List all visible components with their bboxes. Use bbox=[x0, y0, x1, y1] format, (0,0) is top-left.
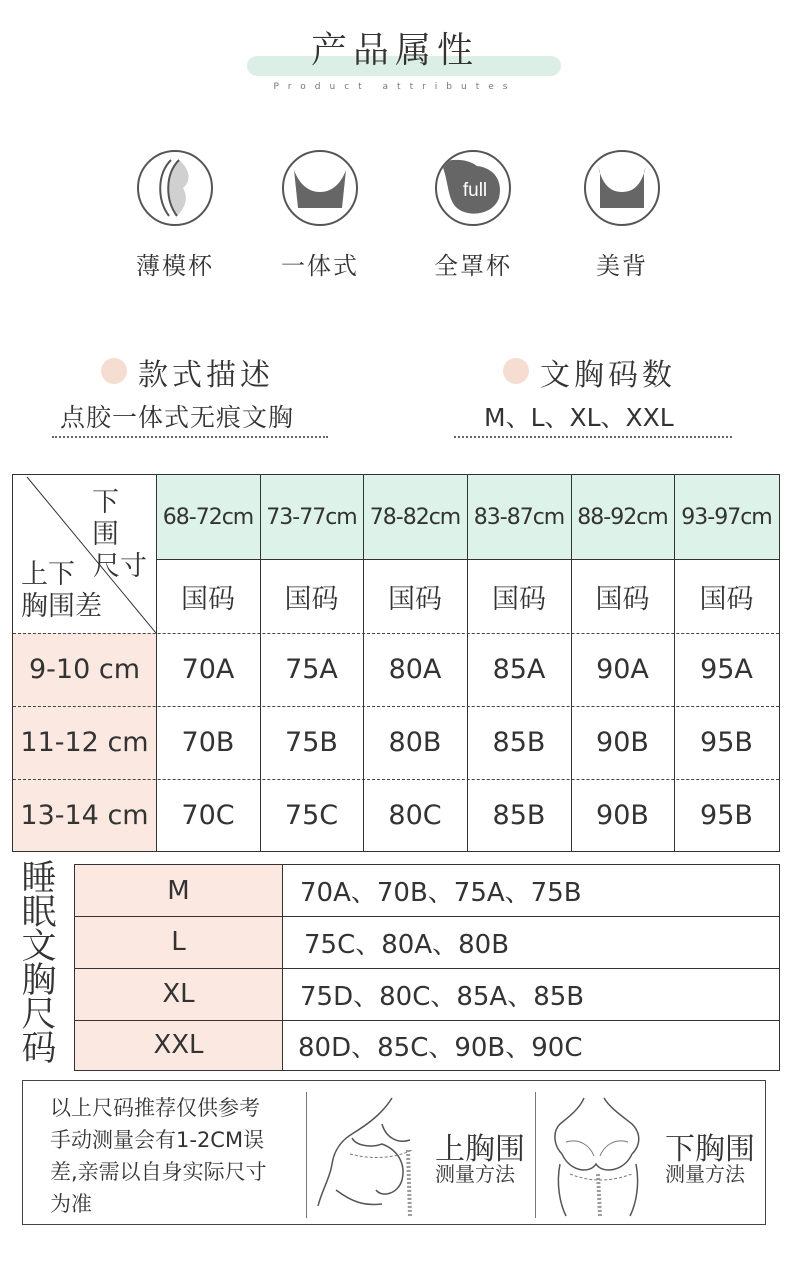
grid-line bbox=[260, 475, 261, 851]
chest-diff-label: 11-12 cm bbox=[13, 706, 156, 779]
size-cell: 80A bbox=[388, 654, 442, 685]
sleep-size-label: XXL bbox=[75, 1020, 282, 1070]
size-cell: 85B bbox=[492, 727, 546, 758]
size-cell: 95A bbox=[700, 654, 753, 685]
full-cup-icon bbox=[435, 150, 511, 226]
upper-bust-title: 上胸围 bbox=[435, 1132, 525, 1167]
side-title-char: 尺 bbox=[21, 995, 57, 1035]
size-note bbox=[50, 1092, 300, 1220]
style-section-value: 点胶一体式无痕文胸 bbox=[60, 403, 295, 432]
underbust-header: 83-87cm bbox=[467, 475, 571, 559]
size-cell: 95B bbox=[700, 727, 753, 758]
grid-line bbox=[467, 475, 468, 851]
side-title-char: 胸 bbox=[21, 961, 57, 1001]
corner-top-line2: 尺寸 bbox=[93, 551, 147, 582]
size-cell: 85B bbox=[492, 799, 546, 831]
sleep-size-fits: 75C、80A、80B bbox=[304, 929, 510, 960]
style-section-title: 款式描述 bbox=[138, 358, 274, 393]
sleep-size-label: XL bbox=[75, 968, 282, 1020]
grid-line bbox=[13, 706, 779, 707]
grid-line bbox=[156, 559, 779, 560]
side-title-char: 睡 bbox=[21, 859, 57, 899]
feature-thin-cup bbox=[100, 150, 250, 281]
grid-line bbox=[571, 475, 572, 851]
feature-label: 全罩杯 bbox=[434, 252, 512, 280]
side-title-char: 码 bbox=[21, 1029, 57, 1069]
size-cell: 75A bbox=[285, 654, 338, 685]
side-title-char: 文 bbox=[21, 927, 57, 967]
note-line: 以上尺码推荐仅供参考 bbox=[50, 1096, 260, 1120]
page-title: 产品属性 bbox=[310, 30, 479, 71]
grid-line bbox=[363, 475, 364, 851]
lower-bust-subtitle: 测量方法 bbox=[665, 1162, 745, 1186]
divider bbox=[535, 1092, 536, 1218]
feature-full-cup bbox=[398, 150, 548, 281]
size-cell: 90B bbox=[596, 727, 649, 758]
grid-line bbox=[13, 633, 779, 634]
note-line: 差,亲需以自身实际尺寸 bbox=[50, 1160, 267, 1184]
thin-cup-icon bbox=[137, 150, 213, 226]
sleep-size-table bbox=[74, 864, 780, 1071]
corner-bottom-line2: 胸围差 bbox=[21, 591, 102, 622]
grid-line bbox=[156, 475, 157, 851]
underbust-header: 88-92cm bbox=[571, 475, 674, 559]
divider bbox=[306, 1092, 307, 1218]
chest-diff-label: 9-10 cm bbox=[13, 633, 156, 706]
note-line: 为准 bbox=[50, 1192, 92, 1216]
feature-label: 美背 bbox=[596, 252, 648, 280]
code-label: 国码 bbox=[492, 583, 546, 615]
size-cell: 80B bbox=[388, 727, 442, 758]
grid-line bbox=[75, 968, 779, 969]
upper-bust-subtitle: 测量方法 bbox=[435, 1162, 515, 1186]
size-table bbox=[12, 474, 780, 852]
feature-beautiful-back bbox=[547, 150, 697, 281]
grid-line bbox=[13, 779, 779, 780]
corner-bottom-line1: 上下 bbox=[21, 559, 75, 590]
sleep-size-label: M bbox=[75, 865, 282, 916]
sleep-size-fits: 70A、70B、75A、75B bbox=[300, 878, 582, 908]
lower-bust-figure-icon bbox=[540, 1094, 654, 1218]
code-label: 国码 bbox=[595, 583, 650, 615]
bullet-dot bbox=[101, 358, 127, 384]
size-section-value: M、L、XL、XXL bbox=[484, 403, 674, 432]
size-cell: 95B bbox=[700, 799, 753, 831]
one-piece-bra-icon bbox=[282, 150, 358, 226]
size-cell: 70C bbox=[181, 799, 235, 831]
divider bbox=[454, 436, 732, 438]
size-cell: 70A bbox=[181, 654, 235, 685]
grid-line bbox=[75, 1020, 779, 1021]
grid-line bbox=[75, 916, 779, 917]
size-section-title: 文胸码数 bbox=[540, 358, 676, 393]
code-label: 国码 bbox=[181, 583, 235, 615]
upper-bust-figure-icon bbox=[312, 1094, 422, 1218]
underbust-header: 93-97cm bbox=[674, 475, 779, 559]
bullet-dot bbox=[503, 358, 529, 384]
size-cell: 70B bbox=[181, 727, 235, 758]
lower-bust-title: 下胸围 bbox=[665, 1132, 755, 1167]
underbust-header: 68-72cm bbox=[156, 475, 260, 559]
code-label: 国码 bbox=[388, 583, 442, 615]
sleep-size-fits: 80D、85C、90B、90C bbox=[298, 1032, 583, 1063]
underbust-header: 73-77cm bbox=[260, 475, 363, 559]
grid-line bbox=[674, 475, 675, 851]
page-subtitle: Product attributes bbox=[273, 82, 517, 92]
size-cell: 75C bbox=[284, 799, 339, 831]
feature-label: 薄模杯 bbox=[136, 252, 214, 280]
size-cell: 90A bbox=[596, 654, 649, 685]
size-cell: 90B bbox=[596, 799, 649, 831]
full-cup-icon-text: full bbox=[462, 180, 488, 201]
corner-top-line1: 下围 bbox=[92, 487, 119, 550]
sleep-size-label: L bbox=[75, 916, 282, 968]
side-title-char: 眠 bbox=[21, 893, 57, 933]
corner-bottom-label bbox=[21, 559, 102, 623]
underbust-header: 78-82cm bbox=[363, 475, 467, 559]
beautiful-back-icon bbox=[584, 150, 660, 226]
note-line: 手动测量会有1-2CM误 bbox=[50, 1128, 265, 1152]
feature-label: 一体式 bbox=[281, 252, 359, 280]
sleep-bra-side-title bbox=[18, 859, 60, 1069]
code-label: 国码 bbox=[284, 583, 339, 615]
size-cell: 85A bbox=[492, 654, 546, 685]
chest-diff-label: 13-14 cm bbox=[13, 779, 156, 851]
size-cell: 80C bbox=[388, 799, 442, 831]
size-cell: 75B bbox=[285, 727, 338, 758]
feature-one-piece bbox=[245, 150, 395, 281]
sleep-size-fits: 75D、80C、85A、85B bbox=[300, 981, 585, 1012]
code-label: 国码 bbox=[699, 583, 754, 615]
divider bbox=[52, 436, 328, 438]
